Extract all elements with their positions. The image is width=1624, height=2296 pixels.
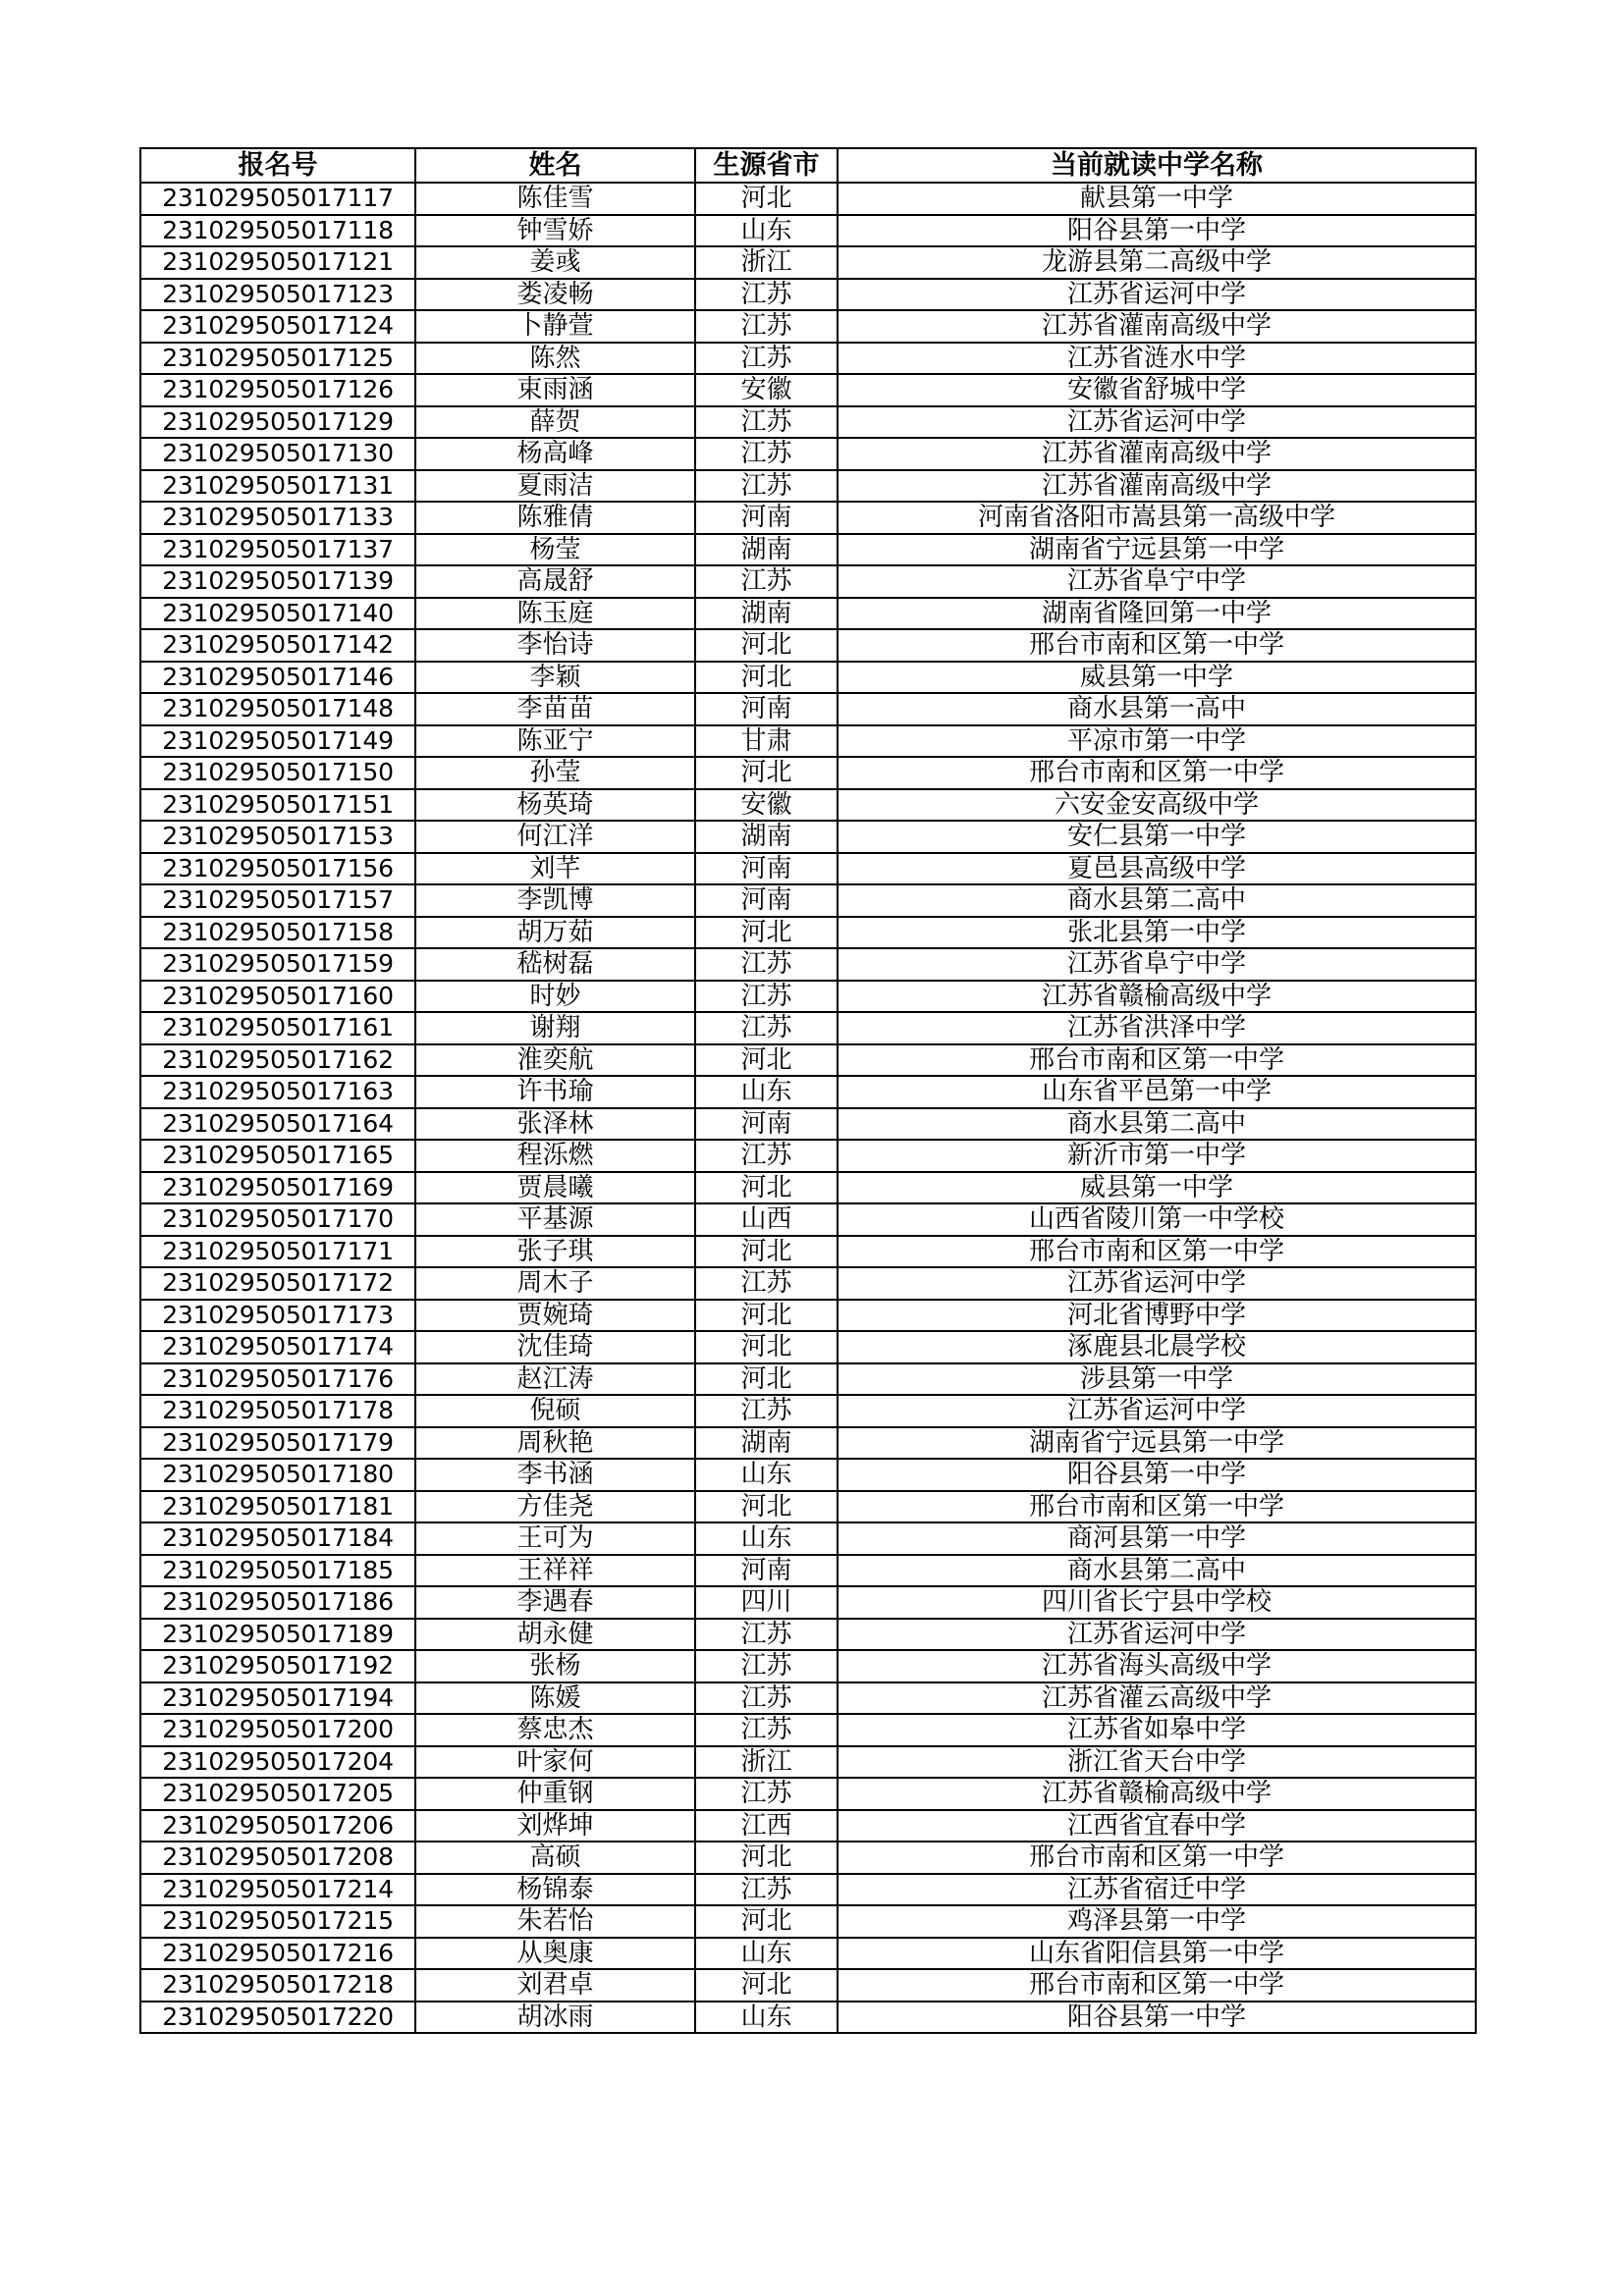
cell-name: 贾婉琦 [415, 1300, 695, 1332]
cell-name: 胡万茹 [415, 917, 695, 949]
cell-province: 河北 [695, 183, 838, 215]
cell-registration-number: 231029505017157 [140, 884, 415, 917]
cell-name: 陈佳雪 [415, 183, 695, 215]
cell-registration-number: 231029505017165 [140, 1140, 415, 1172]
cell-registration-number: 231029505017121 [140, 246, 415, 279]
cell-province: 河北 [695, 1300, 838, 1332]
cell-registration-number: 231029505017130 [140, 438, 415, 470]
cell-registration-number: 231029505017204 [140, 1746, 415, 1779]
cell-registration-number: 231029505017185 [140, 1555, 415, 1587]
cell-school: 邢台市南和区第一中学 [838, 629, 1476, 662]
cell-province: 江苏 [695, 310, 838, 343]
cell-school: 夏邑县高级中学 [838, 853, 1476, 885]
cell-registration-number: 231029505017117 [140, 183, 415, 215]
cell-name: 陈然 [415, 343, 695, 375]
cell-name: 方佳尧 [415, 1491, 695, 1523]
cell-province: 浙江 [695, 1746, 838, 1779]
table-row [140, 2002, 1476, 2034]
cell-school: 江苏省涟水中学 [838, 343, 1476, 375]
cell-name: 李颖 [415, 662, 695, 694]
cell-name: 娄凌畅 [415, 279, 695, 311]
cell-registration-number: 231029505017159 [140, 948, 415, 981]
cell-province: 江西 [695, 1810, 838, 1842]
table-row [140, 1650, 1476, 1682]
cell-province: 山东 [695, 215, 838, 247]
cell-school: 江苏省运河中学 [838, 406, 1476, 439]
cell-province: 湖南 [695, 1427, 838, 1460]
cell-province: 江苏 [695, 406, 838, 439]
cell-school: 山东省平邑第一中学 [838, 1076, 1476, 1108]
cell-school: 湖南省宁远县第一中学 [838, 534, 1476, 566]
cell-registration-number: 231029505017174 [140, 1331, 415, 1363]
table-row [140, 1619, 1476, 1651]
cell-school: 邢台市南和区第一中学 [838, 1491, 1476, 1523]
cell-province: 浙江 [695, 246, 838, 279]
cell-province: 江苏 [695, 948, 838, 981]
cell-registration-number: 231029505017170 [140, 1203, 415, 1236]
cell-name: 李书涵 [415, 1459, 695, 1491]
cell-registration-number: 231029505017140 [140, 598, 415, 630]
table-row [140, 1172, 1476, 1204]
cell-school: 商水县第二高中 [838, 1108, 1476, 1141]
table-row [140, 310, 1476, 343]
cell-school: 献县第一中学 [838, 183, 1476, 215]
cell-province: 河北 [695, 1905, 838, 1938]
cell-registration-number: 231029505017205 [140, 1778, 415, 1810]
cell-province: 江苏 [695, 343, 838, 375]
cell-registration-number: 231029505017146 [140, 662, 415, 694]
cell-school: 张北县第一中学 [838, 917, 1476, 949]
table-row [140, 853, 1476, 885]
cell-province: 河北 [695, 1172, 838, 1204]
cell-name: 谢翔 [415, 1012, 695, 1044]
cell-province: 江苏 [695, 1395, 838, 1427]
cell-name: 刘芊 [415, 853, 695, 885]
table-row [140, 917, 1476, 949]
cell-province: 山西 [695, 1203, 838, 1236]
cell-name: 叶家何 [415, 1746, 695, 1779]
cell-name: 胡冰雨 [415, 2002, 695, 2034]
cell-school: 江苏省洪泽中学 [838, 1012, 1476, 1044]
cell-school: 湖南省隆回第一中学 [838, 598, 1476, 630]
cell-name: 杨英琦 [415, 789, 695, 822]
cell-school: 新沂市第一中学 [838, 1140, 1476, 1172]
table-row [140, 1491, 1476, 1523]
cell-school: 涿鹿县北晨学校 [838, 1331, 1476, 1363]
header-school: 当前就读中学名称 [838, 148, 1476, 183]
cell-school: 鸡泽县第一中学 [838, 1905, 1476, 1938]
cell-registration-number: 231029505017173 [140, 1300, 415, 1332]
cell-name: 高晟舒 [415, 565, 695, 598]
table-row [140, 1363, 1476, 1396]
cell-province: 江苏 [695, 1267, 838, 1300]
cell-registration-number: 231029505017125 [140, 343, 415, 375]
cell-registration-number: 231029505017153 [140, 821, 415, 853]
cell-name: 贾晨曦 [415, 1172, 695, 1204]
table-row [140, 629, 1476, 662]
cell-registration-number: 231029505017171 [140, 1236, 415, 1268]
cell-name: 何江洋 [415, 821, 695, 853]
cell-registration-number: 231029505017176 [140, 1363, 415, 1396]
table-row [140, 1459, 1476, 1491]
cell-name: 李凯博 [415, 884, 695, 917]
table-row [140, 565, 1476, 598]
cell-name: 王祥祥 [415, 1555, 695, 1587]
table-row [140, 598, 1476, 630]
cell-registration-number: 231029505017150 [140, 757, 415, 789]
table-row [140, 1395, 1476, 1427]
cell-name: 倪硕 [415, 1395, 695, 1427]
table-row [140, 1522, 1476, 1555]
cell-registration-number: 231029505017148 [140, 693, 415, 725]
cell-province: 河南 [695, 884, 838, 917]
cell-school: 邢台市南和区第一中学 [838, 757, 1476, 789]
table-row [140, 1746, 1476, 1779]
cell-name: 程泺燃 [415, 1140, 695, 1172]
cell-school: 江苏省运河中学 [838, 1619, 1476, 1651]
cell-school: 邢台市南和区第一中学 [838, 1969, 1476, 2002]
cell-province: 河南 [695, 1108, 838, 1141]
header-registration-number: 报名号 [140, 148, 415, 183]
cell-province: 江苏 [695, 1778, 838, 1810]
header-row [140, 148, 1476, 183]
table-row [140, 981, 1476, 1013]
table-row [140, 246, 1476, 279]
cell-name: 陈玉庭 [415, 598, 695, 630]
student-list-table [139, 147, 1477, 2034]
cell-registration-number: 231029505017131 [140, 470, 415, 503]
cell-province: 河北 [695, 1044, 838, 1077]
cell-registration-number: 231029505017129 [140, 406, 415, 439]
cell-province: 山东 [695, 1522, 838, 1555]
cell-registration-number: 231029505017163 [140, 1076, 415, 1108]
table-row [140, 470, 1476, 503]
cell-registration-number: 231029505017214 [140, 1874, 415, 1906]
cell-province: 河南 [695, 502, 838, 534]
cell-school: 商水县第二高中 [838, 1555, 1476, 1587]
cell-registration-number: 231029505017218 [140, 1969, 415, 2002]
cell-name: 陈媛 [415, 1682, 695, 1715]
cell-name: 陈雅倩 [415, 502, 695, 534]
table-row [140, 534, 1476, 566]
cell-name: 嵇树磊 [415, 948, 695, 981]
cell-province: 湖南 [695, 598, 838, 630]
cell-registration-number: 231029505017179 [140, 1427, 415, 1460]
cell-school: 江苏省灌南高级中学 [838, 310, 1476, 343]
cell-province: 江苏 [695, 438, 838, 470]
cell-province: 安徽 [695, 374, 838, 406]
cell-province: 甘肃 [695, 725, 838, 758]
cell-school: 平凉市第一中学 [838, 725, 1476, 758]
cell-registration-number: 231029505017149 [140, 725, 415, 758]
cell-province: 山东 [695, 1459, 838, 1491]
table-row [140, 1969, 1476, 2002]
cell-province: 江苏 [695, 1140, 838, 1172]
table-row [140, 438, 1476, 470]
table-row [140, 183, 1476, 215]
cell-registration-number: 231029505017158 [140, 917, 415, 949]
cell-name: 夏雨洁 [415, 470, 695, 503]
table-row [140, 725, 1476, 758]
cell-registration-number: 231029505017186 [140, 1586, 415, 1619]
cell-school: 商水县第一高中 [838, 693, 1476, 725]
table-row [140, 821, 1476, 853]
cell-name: 杨莹 [415, 534, 695, 566]
header-name: 姓名 [415, 148, 695, 183]
cell-name: 淮奕航 [415, 1044, 695, 1077]
table-row [140, 1044, 1476, 1077]
cell-province: 江苏 [695, 1682, 838, 1715]
cell-province: 江苏 [695, 1619, 838, 1651]
cell-name: 赵江涛 [415, 1363, 695, 1396]
cell-province: 河北 [695, 629, 838, 662]
cell-school: 四川省长宁县中学校 [838, 1586, 1476, 1619]
cell-province: 江苏 [695, 1714, 838, 1746]
cell-registration-number: 231029505017137 [140, 534, 415, 566]
cell-school: 江苏省灌云高级中学 [838, 1682, 1476, 1715]
table-row [140, 662, 1476, 694]
cell-province: 河北 [695, 1236, 838, 1268]
table-row [140, 1076, 1476, 1108]
cell-school: 江苏省赣榆高级中学 [838, 1778, 1476, 1810]
cell-school: 邢台市南和区第一中学 [838, 1044, 1476, 1077]
cell-province: 江苏 [695, 981, 838, 1013]
cell-school: 阳谷县第一中学 [838, 1459, 1476, 1491]
table-row [140, 1586, 1476, 1619]
cell-school: 商水县第二高中 [838, 884, 1476, 917]
cell-province: 江苏 [695, 1650, 838, 1682]
cell-name: 张杨 [415, 1650, 695, 1682]
cell-name: 李遇春 [415, 1586, 695, 1619]
cell-province: 山东 [695, 1938, 838, 1970]
cell-registration-number: 231029505017192 [140, 1650, 415, 1682]
table-row [140, 1938, 1476, 1970]
cell-name: 卜静萱 [415, 310, 695, 343]
cell-school: 江苏省运河中学 [838, 1395, 1476, 1427]
cell-name: 刘君卓 [415, 1969, 695, 2002]
cell-name: 蔡忠杰 [415, 1714, 695, 1746]
cell-school: 江苏省海头高级中学 [838, 1650, 1476, 1682]
cell-registration-number: 231029505017178 [140, 1395, 415, 1427]
cell-registration-number: 231029505017156 [140, 853, 415, 885]
cell-registration-number: 231029505017180 [140, 1459, 415, 1491]
cell-registration-number: 231029505017184 [140, 1522, 415, 1555]
cell-name: 陈亚宁 [415, 725, 695, 758]
table-row [140, 789, 1476, 822]
cell-registration-number: 231029505017169 [140, 1172, 415, 1204]
cell-school: 安徽省舒城中学 [838, 374, 1476, 406]
cell-school: 龙游县第二高级中学 [838, 246, 1476, 279]
table-row [140, 1555, 1476, 1587]
cell-registration-number: 231029505017215 [140, 1905, 415, 1938]
table-row [140, 1236, 1476, 1268]
cell-province: 江苏 [695, 1012, 838, 1044]
cell-registration-number: 231029505017216 [140, 1938, 415, 1970]
cell-name: 朱若怡 [415, 1905, 695, 1938]
cell-registration-number: 231029505017208 [140, 1842, 415, 1874]
cell-school: 阳谷县第一中学 [838, 2002, 1476, 2034]
cell-province: 河南 [695, 1555, 838, 1587]
table-row [140, 1140, 1476, 1172]
table-row [140, 343, 1476, 375]
cell-province: 河北 [695, 1331, 838, 1363]
cell-registration-number: 231029505017142 [140, 629, 415, 662]
cell-school: 河南省洛阳市嵩县第一高级中学 [838, 502, 1476, 534]
cell-name: 周木子 [415, 1267, 695, 1300]
cell-school: 江西省宜春中学 [838, 1810, 1476, 1842]
cell-school: 江苏省阜宁中学 [838, 565, 1476, 598]
cell-province: 河北 [695, 1969, 838, 2002]
cell-school: 河北省博野中学 [838, 1300, 1476, 1332]
cell-name: 周秋艳 [415, 1427, 695, 1460]
cell-province: 河南 [695, 853, 838, 885]
cell-province: 四川 [695, 1586, 838, 1619]
table-row [140, 1778, 1476, 1810]
cell-province: 河北 [695, 917, 838, 949]
table-row [140, 279, 1476, 311]
cell-registration-number: 231029505017151 [140, 789, 415, 822]
cell-registration-number: 231029505017181 [140, 1491, 415, 1523]
cell-name: 平基源 [415, 1203, 695, 1236]
cell-name: 刘烨坤 [415, 1810, 695, 1842]
cell-registration-number: 231029505017123 [140, 279, 415, 311]
cell-registration-number: 231029505017118 [140, 215, 415, 247]
cell-registration-number: 231029505017194 [140, 1682, 415, 1715]
cell-school: 江苏省运河中学 [838, 279, 1476, 311]
cell-name: 仲重钢 [415, 1778, 695, 1810]
cell-school: 涉县第一中学 [838, 1363, 1476, 1396]
table-row [140, 1874, 1476, 1906]
cell-school: 商河县第一中学 [838, 1522, 1476, 1555]
table-row [140, 948, 1476, 981]
cell-registration-number: 231029505017164 [140, 1108, 415, 1141]
cell-name: 从奥康 [415, 1938, 695, 1970]
cell-province: 河北 [695, 757, 838, 789]
cell-registration-number: 231029505017124 [140, 310, 415, 343]
table-row [140, 1682, 1476, 1715]
cell-province: 江苏 [695, 565, 838, 598]
table-row [140, 502, 1476, 534]
table-row [140, 215, 1476, 247]
cell-name: 孙莹 [415, 757, 695, 789]
table-row [140, 1267, 1476, 1300]
cell-registration-number: 231029505017161 [140, 1012, 415, 1044]
cell-name: 时妙 [415, 981, 695, 1013]
cell-province: 湖南 [695, 534, 838, 566]
cell-province: 河北 [695, 1491, 838, 1523]
cell-school: 六安金安高级中学 [838, 789, 1476, 822]
table-row [140, 1108, 1476, 1141]
cell-province: 河北 [695, 662, 838, 694]
cell-name: 姜彧 [415, 246, 695, 279]
cell-school: 安仁县第一中学 [838, 821, 1476, 853]
cell-school: 邢台市南和区第一中学 [838, 1236, 1476, 1268]
cell-school: 山东省阳信县第一中学 [838, 1938, 1476, 1970]
cell-name: 薛贺 [415, 406, 695, 439]
cell-school: 江苏省宿迁中学 [838, 1874, 1476, 1906]
cell-school: 阳谷县第一中学 [838, 215, 1476, 247]
table-row [140, 1012, 1476, 1044]
table-row [140, 1842, 1476, 1874]
table-row [140, 693, 1476, 725]
table-row [140, 884, 1476, 917]
table-row [140, 406, 1476, 439]
cell-school: 威县第一中学 [838, 1172, 1476, 1204]
cell-registration-number: 231029505017139 [140, 565, 415, 598]
cell-school: 江苏省如皋中学 [838, 1714, 1476, 1746]
cell-registration-number: 231029505017160 [140, 981, 415, 1013]
cell-province: 山东 [695, 2002, 838, 2034]
cell-province: 山东 [695, 1076, 838, 1108]
table-row [140, 374, 1476, 406]
cell-province: 河北 [695, 1363, 838, 1396]
table-row [140, 1714, 1476, 1746]
cell-school: 江苏省灌南高级中学 [838, 470, 1476, 503]
table-row [140, 757, 1476, 789]
cell-name: 杨高峰 [415, 438, 695, 470]
cell-registration-number: 231029505017200 [140, 1714, 415, 1746]
cell-school: 湖南省宁远县第一中学 [838, 1427, 1476, 1460]
table-row [140, 1203, 1476, 1236]
cell-name: 束雨涵 [415, 374, 695, 406]
cell-province: 湖南 [695, 821, 838, 853]
table-row [140, 1905, 1476, 1938]
cell-name: 高硕 [415, 1842, 695, 1874]
table-row [140, 1300, 1476, 1332]
cell-school: 邢台市南和区第一中学 [838, 1842, 1476, 1874]
cell-registration-number: 231029505017133 [140, 502, 415, 534]
header-province: 生源省市 [695, 148, 838, 183]
cell-name: 许书瑜 [415, 1076, 695, 1108]
cell-school: 江苏省阜宁中学 [838, 948, 1476, 981]
cell-name: 李怡诗 [415, 629, 695, 662]
cell-registration-number: 231029505017126 [140, 374, 415, 406]
table-row [140, 1810, 1476, 1842]
cell-school: 江苏省运河中学 [838, 1267, 1476, 1300]
cell-province: 江苏 [695, 1874, 838, 1906]
cell-name: 张子琪 [415, 1236, 695, 1268]
cell-school: 江苏省灌南高级中学 [838, 438, 1476, 470]
cell-province: 江苏 [695, 470, 838, 503]
cell-school: 山西省陵川第一中学校 [838, 1203, 1476, 1236]
cell-name: 李苗苗 [415, 693, 695, 725]
cell-registration-number: 231029505017172 [140, 1267, 415, 1300]
table-row [140, 1427, 1476, 1460]
cell-registration-number: 231029505017206 [140, 1810, 415, 1842]
cell-name: 胡永健 [415, 1619, 695, 1651]
cell-province: 河北 [695, 1842, 838, 1874]
cell-province: 安徽 [695, 789, 838, 822]
table-row [140, 1331, 1476, 1363]
cell-name: 杨锦泰 [415, 1874, 695, 1906]
cell-registration-number: 231029505017162 [140, 1044, 415, 1077]
cell-school: 威县第一中学 [838, 662, 1476, 694]
cell-province: 江苏 [695, 279, 838, 311]
cell-school: 江苏省赣榆高级中学 [838, 981, 1476, 1013]
cell-name: 张泽林 [415, 1108, 695, 1141]
cell-registration-number: 231029505017220 [140, 2002, 415, 2034]
cell-name: 沈佳琦 [415, 1331, 695, 1363]
cell-registration-number: 231029505017189 [140, 1619, 415, 1651]
cell-province: 河南 [695, 693, 838, 725]
cell-name: 王可为 [415, 1522, 695, 1555]
cell-name: 钟雪娇 [415, 215, 695, 247]
cell-school: 浙江省天台中学 [838, 1746, 1476, 1779]
